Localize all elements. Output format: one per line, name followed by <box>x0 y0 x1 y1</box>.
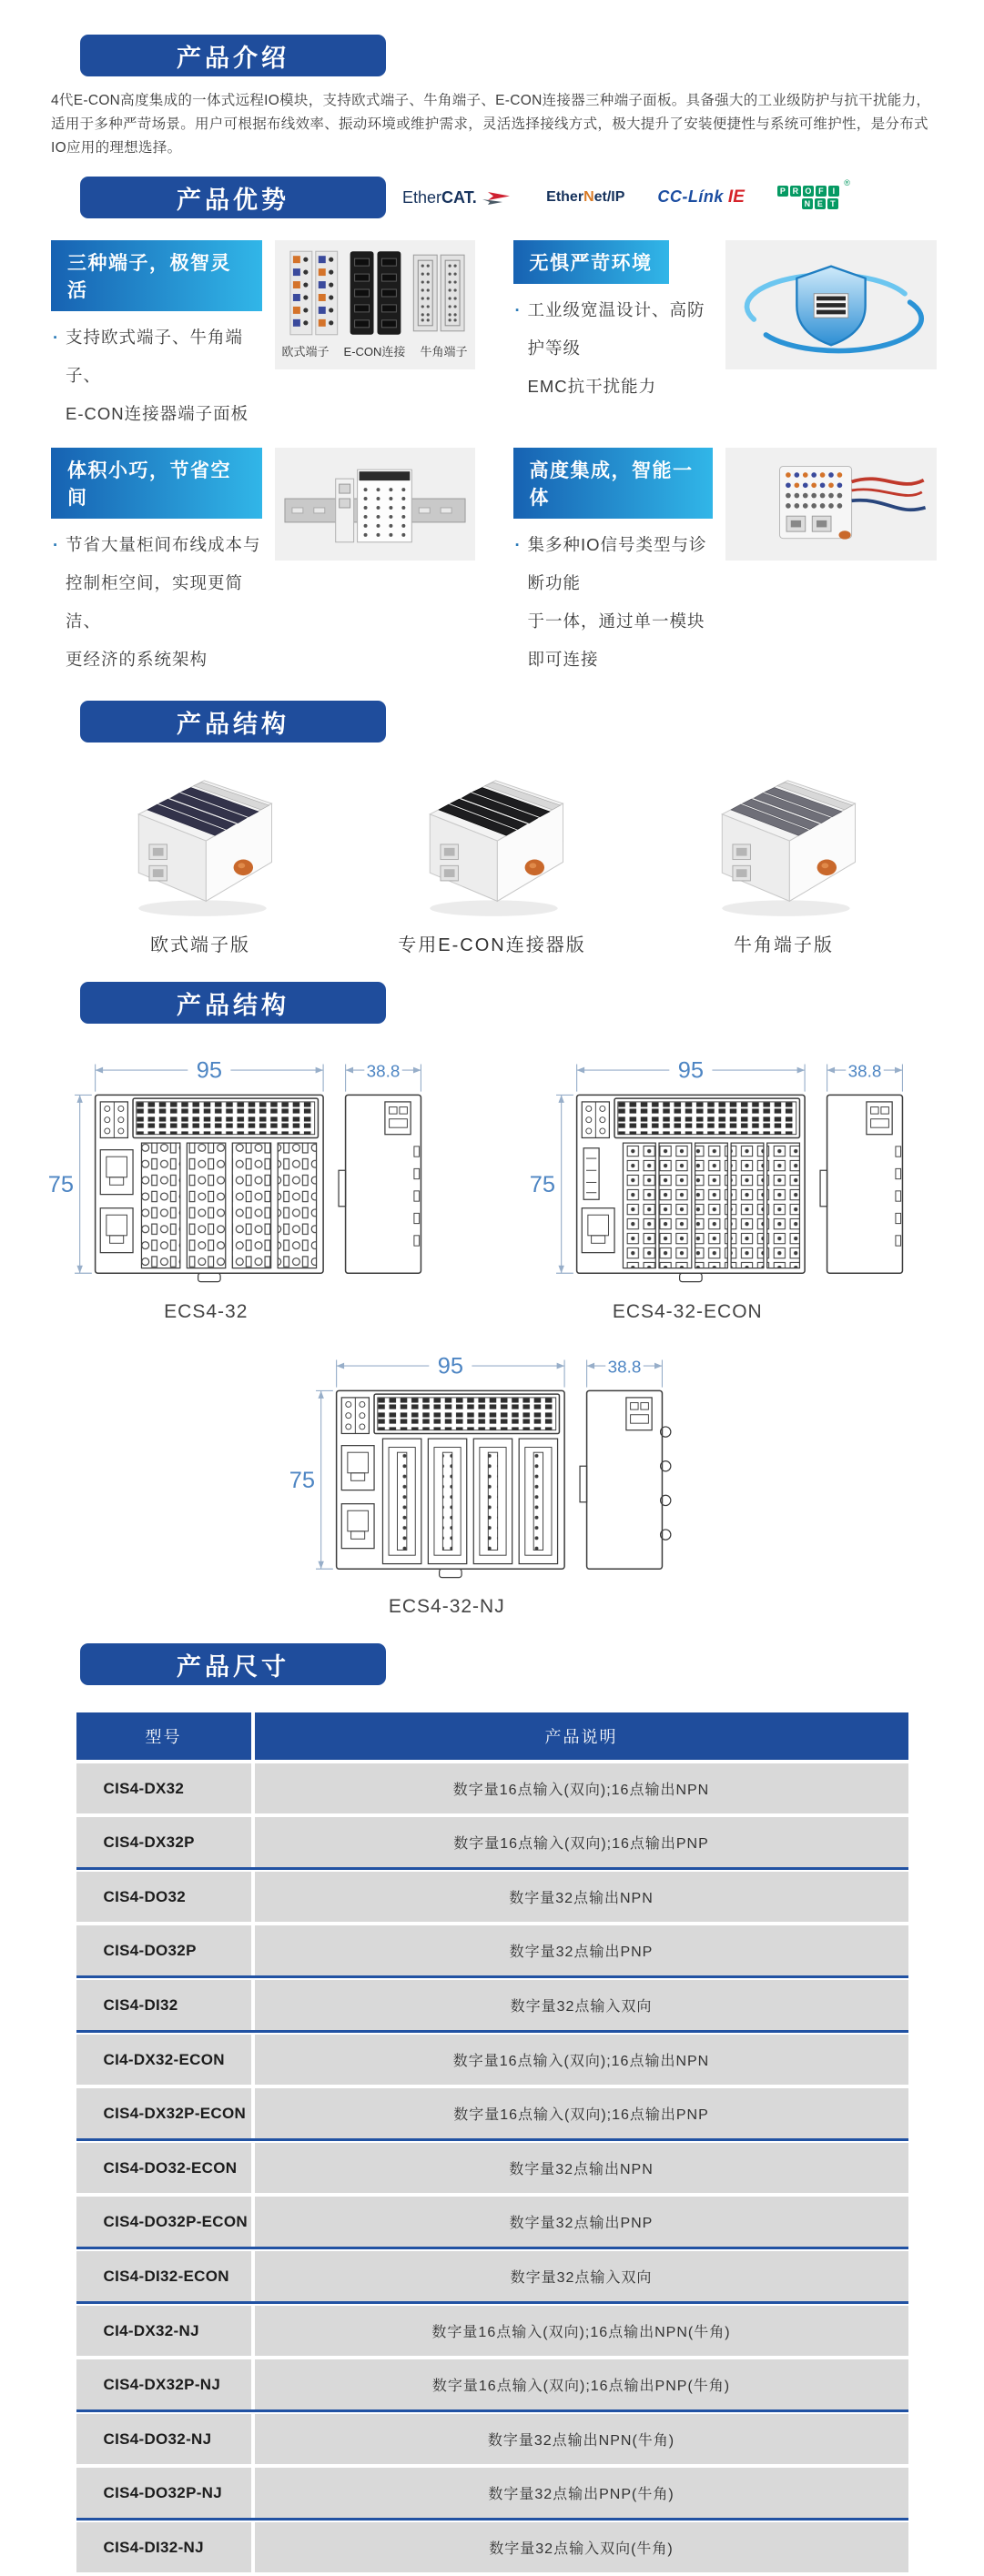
model-cell: CIS4-DO32P-NJ <box>76 2468 251 2518</box>
dim-width: 95 <box>196 1057 222 1084</box>
section-advantages <box>0 177 984 679</box>
section-drawings <box>0 982 984 1618</box>
variant-label: 牛角端子版 <box>734 935 834 955</box>
description-cell: 数字量32点输出NPN <box>255 1872 908 1922</box>
shield-protection-image <box>725 240 937 369</box>
dimension-drawing <box>287 1338 698 1595</box>
table-row <box>76 2359 908 2412</box>
dim-height: 75 <box>529 1171 556 1197</box>
profinet-letter-tile: T <box>827 198 838 209</box>
drawing-label: ECS4-32-ECON <box>612 1300 763 1322</box>
side-view <box>580 1390 671 1569</box>
feature-three-terminals: 三种端子，极智灵活 · 支持欧式端子、牛角端子、 E-CON连接器端子面板 欧式端子 E-CON连接 牛角端子 <box>51 240 475 433</box>
dim-depth: 38.8 <box>607 1357 641 1377</box>
drawing-ecs4-32-nj <box>287 1338 698 1619</box>
model-cell: CIS4-DX32P-ECON <box>76 2088 251 2138</box>
figure-econ-connector <box>356 763 629 956</box>
table-row <box>76 1925 908 1978</box>
model-cell: CIS4-DO32-ECON <box>76 2143 251 2193</box>
description-cell: 数字量32点输入双向(牛角) <box>255 2522 908 2572</box>
table-row <box>76 2306 908 2356</box>
feature-banner: 无惧严苛环境 <box>513 240 669 284</box>
description-cell: 数字量32点输出NPN(牛角) <box>255 2414 908 2464</box>
table-row <box>76 2522 908 2572</box>
description-cell: 数字量16点输入(双向);16点输出PNP(牛角) <box>255 2359 908 2409</box>
dimensions-title: 产品尺寸 <box>177 1652 289 1681</box>
feature-high-integration: 高度集成，智能一体 · 集多种IO信号类型与诊断功能 于一体，通过单一模块即可连接 <box>513 448 938 679</box>
model-cell: CIS4-DO32P-ECON <box>76 2197 251 2247</box>
product-variant-figures <box>64 763 920 956</box>
module-wires-graphic <box>728 453 934 555</box>
bullet-icon: · <box>53 535 60 554</box>
bullet-icon: · <box>53 328 60 347</box>
table-row <box>76 2197 908 2249</box>
model-cell: CIS4-DX32P <box>76 1817 251 1867</box>
description-cell: 数字量32点输出PNP <box>255 1925 908 1975</box>
feature-banner: 高度集成，智能一体 <box>513 448 714 519</box>
drawing-label: ECS4-32 <box>164 1300 249 1322</box>
table-row <box>76 2414 908 2464</box>
profinet-logo: P R O F I ® N E T <box>777 186 841 209</box>
table-row <box>76 2468 908 2520</box>
model-cell: CIS4-DI32-ECON <box>76 2251 251 2301</box>
terminal-types-graphic <box>278 244 472 342</box>
table-row <box>76 1817 908 1870</box>
profinet-letter-tile: N <box>802 198 813 209</box>
section-intro <box>0 35 984 160</box>
drawings-title-banner <box>80 982 386 1024</box>
figure-euro-terminal <box>64 763 337 956</box>
model-cell: CIS4-DX32P-NJ <box>76 2359 251 2409</box>
side-view <box>820 1095 902 1273</box>
front-view <box>577 1095 805 1281</box>
figure-nj-terminal <box>647 763 920 956</box>
profinet-letter-tile: R <box>790 186 801 197</box>
description-cell: 数字量16点输入(双向);16点输出PNP <box>255 1817 908 1867</box>
dim-height: 75 <box>289 1467 315 1493</box>
front-view <box>336 1390 563 1577</box>
model-cell: CI4-DX32-NJ <box>76 2306 251 2356</box>
profinet-letter-tile: I <box>828 186 839 197</box>
cclink-ie-logo: CC-Línk IE <box>657 187 745 207</box>
model-cell: CIS4-DO32P <box>76 1925 251 1975</box>
dim-width: 95 <box>437 1353 463 1379</box>
drawings-title: 产品结构 <box>177 991 289 1019</box>
product-image-econ <box>403 763 581 923</box>
dimensions-title-banner <box>80 1643 386 1685</box>
description-cell: 数字量32点输出PNP <box>255 2197 908 2247</box>
profinet-letter-tile: O <box>803 186 814 197</box>
description-cell: 数字量16点输入(双向);16点输出NPN <box>255 1763 908 1813</box>
profinet-letter-tile: P <box>777 186 788 197</box>
dim-width: 95 <box>677 1057 704 1084</box>
description-cell: 数字量16点输入(双向);16点输出NPN(牛角) <box>255 2306 908 2356</box>
ethernet-ip-logo: EtherNet/IP <box>546 189 625 205</box>
profinet-letter-tile: F <box>816 186 827 197</box>
integrated-module-image <box>725 448 937 561</box>
description-cell: 数字量32点输入双向 <box>255 2251 908 2301</box>
ethercat-arrow-icon <box>482 191 513 205</box>
drawing-ecs4-32-econ <box>527 1042 938 1323</box>
feature-harsh-environment: 无惧严苛环境 · 工业级宽温设计、高防护等级 EMC抗干扰能力 <box>513 240 938 433</box>
description-cell: 数字量16点输入(双向);16点输出NPN <box>255 2035 908 2085</box>
front-view <box>96 1095 323 1281</box>
protocol-logos <box>402 178 850 209</box>
table-row <box>76 1872 908 1922</box>
dimension-drawing <box>46 1042 457 1299</box>
terminal-types-image <box>275 240 475 369</box>
intro-title: 产品介绍 <box>177 44 289 72</box>
feature-grid <box>51 240 937 679</box>
description-cell: 数字量32点输出NPN <box>255 2143 908 2193</box>
feature-banner: 体积小巧，节省空间 <box>51 448 262 519</box>
model-cell: CIS4-DI32 <box>76 1980 251 2030</box>
table-row <box>76 2143 908 2193</box>
structure-title-banner <box>80 701 386 742</box>
table-row <box>76 2088 908 2141</box>
advantages-title-banner <box>80 177 386 218</box>
dimension-drawing <box>527 1042 938 1299</box>
description-cell: 数字量32点输出PNP(牛角) <box>255 2468 908 2518</box>
feature-banner: 三种端子，极智灵活 <box>51 240 262 311</box>
table-row <box>76 2251 908 2304</box>
intro-title-banner <box>80 35 386 76</box>
bullet-icon: · <box>514 300 522 319</box>
shield-graphic <box>728 246 934 364</box>
table-row <box>76 1980 908 2033</box>
model-cell: CIS4-DI32-NJ <box>76 2522 251 2572</box>
dimensions-table-rows <box>76 1763 908 2572</box>
drawing-label: ECS4-32-NJ <box>388 1596 505 1617</box>
product-image-nj <box>695 763 873 923</box>
dim-depth: 38.8 <box>847 1061 882 1081</box>
terminal-type-labels: 欧式端子 E-CON连接 牛角端子 <box>281 345 468 359</box>
model-cell: CI4-DX32-ECON <box>76 2035 251 2085</box>
table-header-row <box>76 1712 908 1760</box>
product-image-euro <box>112 763 289 923</box>
model-cell: CIS4-DX32 <box>76 1763 251 1813</box>
intro-paragraph: 4代E-CON高度集成的一体式远程IO模块，支持欧式端子、牛角端子、E-CON连接器三种端子面板。具备强大的工业级防护与抗干扰能力，适用于多种严苛场景。用户可根据布线效率、振动环境或维护需求，灵活选择接线方式，极大提升了安装便捷性与系统可维护性，是分布式IO应用的理想选择。 <box>51 93 931 156</box>
dimension-lines <box>289 1353 662 1569</box>
feature-compact-size: 体积小巧，节省空间 · 节省大量柜间布线成本与 控制柜空间，实现更简洁、 更经济的系统架构 <box>51 448 475 679</box>
advantages-title: 产品优势 <box>177 186 289 214</box>
side-view <box>339 1095 421 1273</box>
description-cell: 数字量16点输入(双向);16点输出PNP <box>255 2088 908 2138</box>
ethercat-logo: EtherCAT. <box>402 188 513 207</box>
header-description: 产品说明 <box>255 1712 908 1760</box>
header-model: 型号 <box>76 1712 251 1760</box>
variant-label: 欧式端子版 <box>150 935 250 955</box>
model-cell: CIS4-DO32 <box>76 1872 251 1922</box>
table-row <box>76 2035 908 2085</box>
variant-label: 专用E-CON连接器版 <box>398 935 586 955</box>
dimensions-table <box>76 1712 908 2572</box>
section-dimensions <box>0 1643 984 2572</box>
profinet-letter-tile: E <box>815 198 826 209</box>
din-rail-graphic <box>278 453 472 555</box>
table-row <box>76 1763 908 1813</box>
bullet-icon: · <box>514 535 522 554</box>
structure-title: 产品结构 <box>177 710 289 738</box>
description-cell: 数字量32点输入双向 <box>255 1980 908 2030</box>
drawings-row <box>46 1042 938 1323</box>
din-rail-image <box>275 448 475 561</box>
section-structure <box>0 701 984 956</box>
drawing-ecs4-32 <box>46 1042 457 1323</box>
model-cell: CIS4-DO32-NJ <box>76 2414 251 2464</box>
dim-depth: 38.8 <box>366 1061 401 1081</box>
dim-height: 75 <box>47 1171 75 1197</box>
